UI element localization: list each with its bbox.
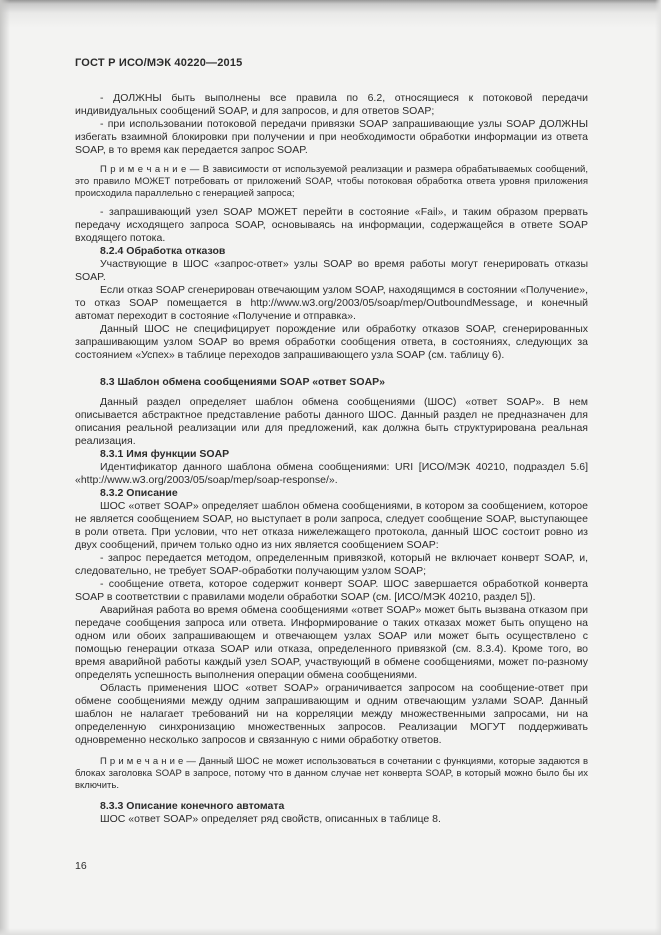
list-item: - запрашивающий узел SOAP МОЖЕТ перейти в состояние «Fail», и таким образом прервать передачу исходящего запроса SOAP, основываясь на информации, содержащейся в ответе SOAP входящего потока. bbox=[75, 206, 588, 244]
page-number: 16 bbox=[75, 860, 87, 872]
section-heading: 8.3.1 Имя функции SOAP bbox=[100, 448, 230, 460]
note: П р и м е ч а н и е — Данный ШОС не может использоваться в сочетании с функциями, которые задаются в блоках заголовка SOAP в запросе, потому что в данном случае нет конверта SOAP, в который можно было бы их включить. bbox=[75, 756, 588, 791]
scan-shadow-left bbox=[0, 0, 10, 935]
list-item: - запрос передается методом, определенным привязкой, который не включает конверт SOAP, и, следовательно, не требует SOAP-обработки получающим узлом SOAP; bbox=[75, 552, 588, 577]
list-item: - сообщение ответа, которое содержит конверт SOAP. ШОС завершается обработкой конверта SOAP в соответствии с правилами модели обработки SOAP (см. [ИСО/МЭК 40210, раздел 5]). bbox=[75, 578, 588, 603]
paragraph: Если отказ SOAP сгенерирован отвечающим узлом SOAP, находящимся в состоянии «Получение», то отказ SOAP помещается в http://www.w3.org/2003/05/soap/mep/OutboundMessage, и конечный автомат переходит в состояние «Получение и отправка». bbox=[75, 284, 588, 322]
list-item: - при использовании потоковой передачи привязки SOAP запрашивающие узлы SOAP ДОЛЖНЫ избегать взаимной блокировки при получении и при необходимости обработки информации из ответа SOAP, в то время как передается запрос SOAP. bbox=[75, 118, 588, 156]
document-body bbox=[75, 92, 588, 826]
running-header: ГОСТ Р ИСО/МЭК 40220—2015 bbox=[75, 57, 243, 69]
paragraph: ШОС «ответ SOAP» определяет шаблон обмена сообщениями, в котором за сообщением, которое не является сообщением SOAP, но выступает в роли запроса, следует сообщение SOAP, выступающее в роли ответа. При условии, что нет отказа нижележащего протокола, данный ШОС состоит ровно из двух сообщений, причем только одно из них является сообщением SOAP: bbox=[75, 500, 588, 551]
list-item: - ДОЛЖНЫ быть выполнены все правила по 6.2, относящиеся к потоковой передачи индивидуальных сообщений SOAP, и для запросов, и для ответов SOAP; bbox=[75, 92, 588, 117]
section-heading: 8.3.3 Описание конечного автомата bbox=[100, 800, 285, 812]
section-heading: 8.3 Шаблон обмена сообщениями SOAP «ответ SOAP» bbox=[100, 376, 386, 388]
paragraph: Область применения ШОС «ответ SOAP» ограничивается запросом на сообщение-ответ при обмене сообщениями между одним запрашивающим и одним отвечающим узлами SOAP. Данный шаблон не налагает требований ни на корреляции между множественными запросами, ни на определенную синхронизацию множественных запросов. Реализации МОГУТ поддерживать одновременно несколько запросов и связанную с ними обработку ответов. bbox=[75, 682, 588, 746]
paragraph: Данный раздел определяет шаблон обмена сообщениями (ШОС) «ответ SOAP». В нем описывается абстрактное представление работы данного ШОС. Данный раздел не предназначен для описания реальной реализации или для предложений, как должна быть структурирована реальная реализация. bbox=[75, 396, 588, 447]
scan-shadow-top bbox=[0, 0, 661, 28]
note: П р и м е ч а н и е — В зависимости от используемой реализации и размера обрабатываемых сообщений, это правило МОЖЕТ потребовать от приложений SOAP, чтобы потоковая обработка ответа уровня приложения происходила параллельно с генерацией запроса; bbox=[75, 164, 588, 199]
section-heading: 8.3.2 Описание bbox=[100, 487, 178, 499]
paragraph: Идентификатор данного шаблона обмена сообщениями: URI [ИСО/МЭК 40210, подраздел 5.6] «http://www.w3.org/2003/05/soap/mep/soap-response/». bbox=[75, 461, 588, 486]
paragraph: Данный ШОС не специфицирует порождение или обработку отказов SOAP, сгенерированных запрашивающим узлом SOAP во время обработки сообщения ответа, в состояниях, следующих за состоянием «Успех» в таблице переходов запрашивающего узла SOAP (см. таблицу 6). bbox=[75, 323, 588, 361]
section-heading: 8.2.4 Обработка отказов bbox=[100, 245, 226, 257]
paragraph: Аварийная работа во время обмена сообщениями «ответ SOAP» может быть вызвана отказом при передаче сообщения запроса или ответа. Информирование о таких отказах может быть опущено на одном или обоих запрашивающем и отвечающем узлах SOAP или может быть осуществлено с помощью генерации отказа SOAP или отказа, определенного привязкой (см. 8.3.4). Кроме того, во время аварийной работы каждый узел SOAP, участвующий в обмене сообщениями, может по-разному определять успешность выполнения операции обмена сообщениями. bbox=[75, 604, 588, 681]
paragraph: Участвующие в ШОС «запрос-ответ» узлы SOAP во время работы могут генерировать отказы SOAP. bbox=[75, 258, 588, 283]
paragraph: ШОС «ответ SOAP» определяет ряд свойств, описанных в таблице 8. bbox=[100, 813, 441, 825]
scan-shadow-bottom bbox=[0, 928, 661, 935]
scan-shadow-right bbox=[655, 0, 661, 935]
